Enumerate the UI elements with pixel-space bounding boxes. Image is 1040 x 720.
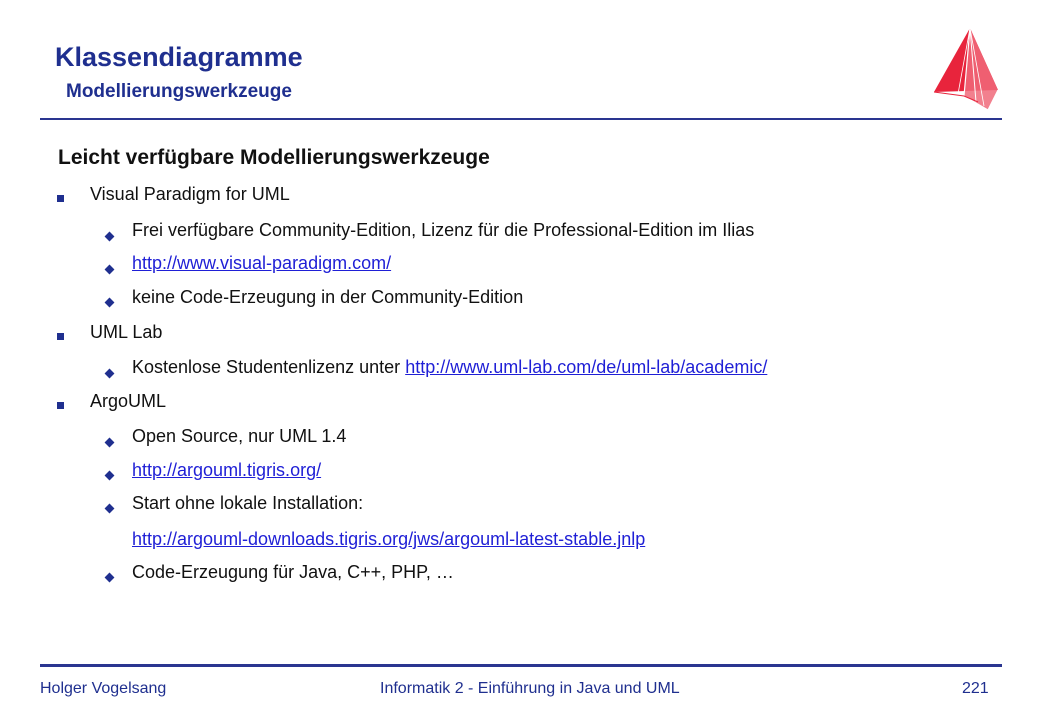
- footer-divider: [40, 664, 1002, 667]
- bullet-square: [57, 402, 64, 409]
- bullet-diamond: [105, 573, 115, 583]
- argouml-link[interactable]: http://argouml.tigris.org/: [132, 460, 322, 480]
- list-item-uml-lab: UML Lab: [90, 322, 163, 342]
- uml-lab-academic-link[interactable]: http://www.uml-lab.com/de/uml-lab/academic/: [405, 357, 768, 377]
- bullet-diamond: [105, 504, 115, 514]
- subitem-link-row: [132, 251, 391, 275]
- subitem-text: Open Source, nur UML 1.4: [132, 426, 347, 446]
- subitem-link-row: [132, 458, 321, 482]
- bullet-diamond: [105, 471, 115, 481]
- argouml-webstart-link[interactable]: http://argouml-downloads.tigris.org/jws/argouml-latest-stable.jnlp: [132, 529, 646, 549]
- list-item-argouml: ArgoUML: [90, 391, 167, 411]
- subitem-text-with-link: [132, 355, 767, 379]
- subitem-text: Kostenlose Studentenlizenz unter: [132, 357, 406, 377]
- list-item-visual-paradigm: Visual Paradigm for UML: [90, 184, 290, 204]
- bullet-diamond: [105, 298, 115, 308]
- university-logo: [928, 26, 1008, 114]
- subitem-text: Code-Erzeugung für Java, C++, PHP, …: [132, 562, 454, 582]
- subitem-text: Frei verfügbare Community-Edition, Lizenz für die Professional-Edition im Ilias: [132, 220, 755, 240]
- subitem-link-row: [132, 527, 645, 551]
- page-subtitle: Modellierungswerkzeuge: [66, 81, 292, 102]
- footer-course: Informatik 2 - Einführung in Java und UML: [380, 680, 680, 697]
- bullet-diamond: [105, 438, 115, 448]
- bullet-diamond: [105, 369, 115, 379]
- footer-author: Holger Vogelsang: [40, 680, 167, 697]
- subitem-text: Start ohne lokale Installation:: [132, 493, 364, 513]
- page-title: Klassendiagramme: [55, 42, 303, 72]
- bullet-square: [57, 195, 64, 202]
- footer-page-number: 221: [962, 680, 989, 697]
- bullet-diamond: [105, 265, 115, 275]
- header-divider: [40, 118, 1002, 120]
- bullet-diamond: [105, 232, 115, 242]
- section-heading: Leicht verfügbare Modellierungswerkzeuge: [58, 146, 490, 169]
- bullet-square: [57, 333, 64, 340]
- subitem-text: keine Code-Erzeugung in der Community-Edition: [132, 287, 524, 307]
- visual-paradigm-link[interactable]: http://www.visual-paradigm.com/: [132, 253, 392, 273]
